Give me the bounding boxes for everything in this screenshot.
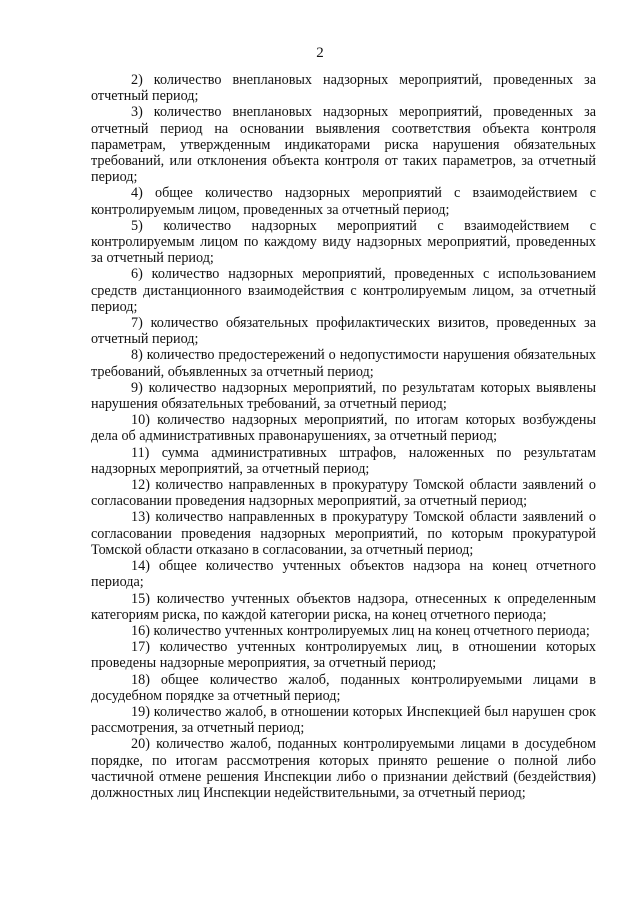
list-item: 4) общее количество надзорных мероприятий с взаимодействием с контролируемым лицом, проведенных за отчетный период; [91,185,596,218]
list-item: 19) количество жалоб, в отношении которых Инспекцией был нарушен срок рассмотрения, за отчетный период; [91,703,596,737]
list-item: 18) общее количество жалоб, поданных контролируемыми лицами в досудебном порядке за отчетный период; [91,671,596,704]
list-item: 20) количество жалоб, поданных контролируемыми лицами в досудебном порядке, по итогам рассмотрения которых принято решение о полной либо частичной отмене решения Инспекции либо о признании действий (бездействия) должностных лиц Инспекции недействительными, за отчетный период; [91,736,596,801]
document-body [91,72,596,801]
list-item: 15) количество учтенных объектов надзора, отнесенных к определенным категориям риска, по каждой категории риска, на конец отчетного периода; [91,590,596,623]
page-number: 2 [316,45,324,61]
list-item: 9) количество надзорных мероприятий, по результатам которых выявлены нарушения обязательных требований, за отчетный период; [91,379,596,413]
list-item: 7) количество обязательных профилактических визитов, проведенных за отчетный период; [91,315,596,348]
list-item: 3) количество внеплановых надзорных мероприятий, проведенных за отчетный период на основании выявления соответствия объекта контроля параметрам, утвержденным индикаторами риска нарушения обязательных требований, или отклонения объекта контроля от таких параметров, за отчетный период; [91,104,596,186]
list-item: 5) количество надзорных мероприятий с взаимодействием с контролируемым лицом по каждому виду надзорных мероприятий, проведенных за отчетный период; [91,217,596,267]
list-item: 6) количество надзорных мероприятий, проведенных с использованием средств дистанционного взаимодействия с контролируемым лицом, за отчетный период; [91,266,596,315]
list-item: 14) общее количество учтенных объектов надзора на конец отчетного периода; [91,558,596,591]
list-item: 2) количество внеплановых надзорных мероприятий, проведенных за отчетный период; [91,72,596,105]
list-item: 10) количество надзорных мероприятий, по итогам которых возбуждены дела об административных правонарушениях, за отчетный период; [91,412,596,445]
list-item: 12) количество направленных в прокуратуру Томской области заявлений о согласовании проведения надзорных мероприятий, за отчетный период; [91,477,596,510]
list-item: 11) сумма административных штрафов, наложенных по результатам надзорных мероприятий, за отчетный период; [91,444,596,477]
list-item: 17) количество учтенных контролируемых лиц, в отношении которых проведены надзорные мероприятия, за отчетный период; [91,639,596,672]
list-item: 8) количество предостережений о недопустимости нарушения обязательных требований, объявленных за отчетный период; [91,347,596,380]
list-item: 13) количество направленных в прокуратуру Томской области заявлений о согласовании проведения надзорных мероприятий, по которым прокуратурой Томской области отказано в согласовании, за отчетный период; [91,509,596,558]
list-item: 16) количество учтенных контролируемых лиц на конец отчетного периода; [131,622,590,639]
